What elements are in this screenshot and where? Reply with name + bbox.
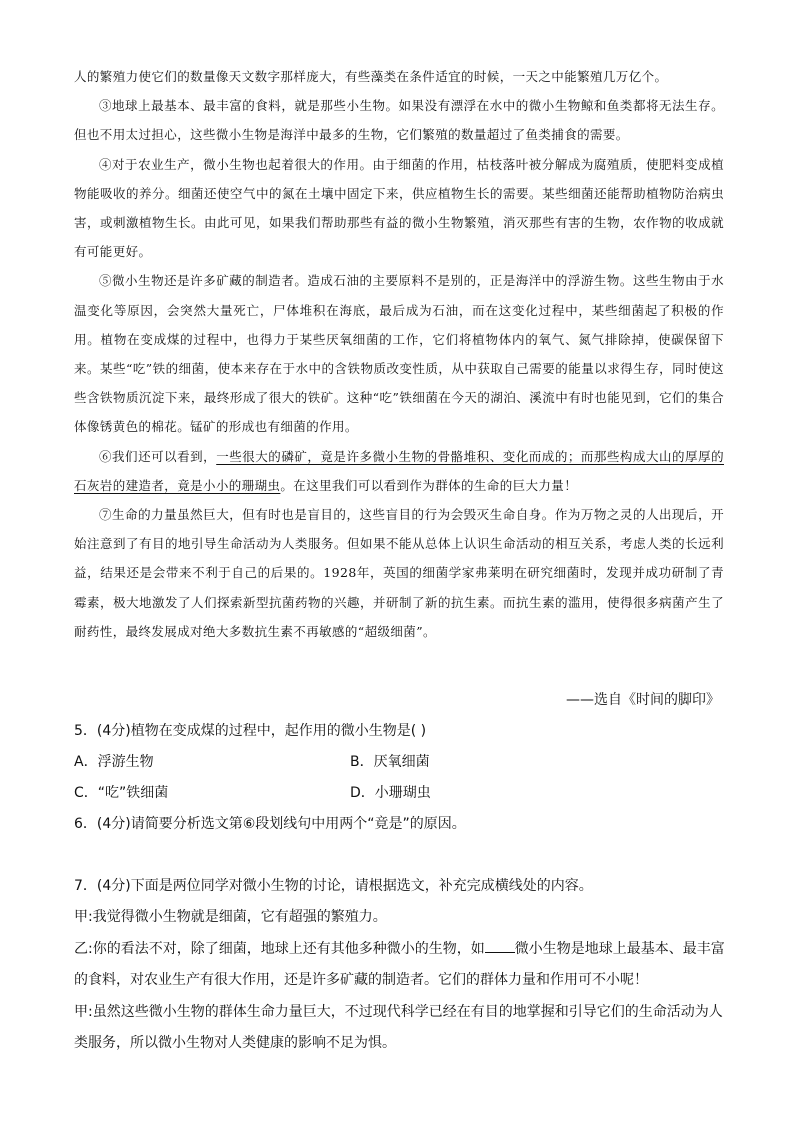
fill-in-blank[interactable] [485, 938, 515, 953]
dialogue-yi-lead: 乙:你的看法不对，除了细菌，地球上还有其他多种微小的生物，如 [74, 940, 485, 957]
underlined-sentence: 一些很大的磷矿，竟是许多微小生物的骨骼堆积、变化而成的；而那些构成大山的厚厚的石灰岩的建造者，竟是小小的珊瑚虫 [74, 448, 724, 493]
reading-passage [74, 62, 724, 646]
dialogue-yi [74, 934, 734, 997]
paragraph-6-lead: ⑥我们还可以看到， [99, 448, 217, 464]
paragraph-7: ⑦生命的力量虽然巨大，但有时也是盲目的，这些盲目的行为会毁灭生命自身。作为万物之灵的人出现后，开始注意到了有目的地引导生命活动为人类服务。但如果不能从总体上认识生命活动的相互关系，考虑人类的长远利益，结果还是会带来不利于自己的后果的。1928年，英国的细菌学家弗莱明在研究细菌时，发现并成功研制了青霉素，极大地激发了人们探索新型抗菌药物的兴趣，并研制了新的抗生素。而抗生素的滥用，使得很多病菌产生了耐药性，最终发展成对绝大多数抗生素不再敏感的“超级细菌”。 [74, 507, 724, 639]
question-7-stem: 7．(4分)下面是两位同学对微小生物的讨论，请根据选文，补充完成横线处的内容。 [74, 878, 593, 894]
paragraph-5: ⑤微小生物还是许多矿藏的制造者。造成石油的主要原料不是别的，正是海洋中的浮游生物。这些生物由于水温变化等原因，会突然大量死亡，尸体堆积在海底，最后成为石油，而在这变化过程中，某些细菌起了积极的作用。植物在变成煤的过程中，也得力于某些厌氧细菌的工作，它们将植物体内的氧气、氮气排除掉，使碳保留下来。某些“吃”铁的细菌，使本来存在于水中的含铁物质改变性质，从中获取自己需要的能量以求得生存，同时使这些含铁物质沉淀下来，最终形成了很大的铁矿。这种“吃”铁细菌在今天的湖泊、溪流中有时也能见到，它们的集合体像锈黄色的棉花。锰矿的形成也有细菌的作用。 [74, 273, 724, 435]
option-b[interactable]: B．厌氧细菌 [350, 754, 430, 770]
question-6-stem: 6．(4分)请简要分析选文第⑥段划线句中用两个“竟是”的原因。 [74, 816, 466, 832]
option-a[interactable]: A．浮游生物 [74, 754, 154, 770]
option-c[interactable]: C．“吃”铁细菌 [74, 785, 169, 801]
passage-source: ——选自《时间的脚印》 [566, 692, 720, 708]
paragraph-6 [74, 442, 724, 500]
question-5-stem: 5．(4分)植物在变成煤的过程中，起作用的微小生物是( ) [74, 723, 427, 739]
dialogue-yi-tail: 微小生物是地球上最基本、最丰富的食料，对农业生产有很大作用，还是许多矿藏的制造者。它们的群体力量和作用可不小呢！ [74, 940, 725, 988]
dialogue-jia-2: 甲:虽然这些微小生物的群体生命力量巨大，不过现代科学已经在有目的地掌握和引导它们的生命活动为人类服务，所以微小生物对人类健康的影响不足为惧。 [74, 1003, 723, 1051]
question-5-options-row-2 [74, 778, 734, 809]
paragraph-3: ③地球上最基本、最丰富的食料，就是那些小生物。如果没有漂浮在水中的微小生物鲸和鱼类都将无法生存。但也不用太过担心，这些微小生物是海洋中最多的生物，它们繁殖的数量超过了鱼类捕食的需要。 [74, 98, 724, 143]
answer-space[interactable] [74, 840, 734, 871]
question-5-options-row-1 [74, 747, 734, 778]
paragraph-4: ④对于农业生产，微小生物也起着很大的作用。由于细菌的作用，枯枝落叶被分解成为腐殖质，使肥料变成植物能吸收的养分。细菌还使空气中的氮在土壤中固定下来，供应植物生长的需要。某些细菌还能帮助植物防治病虫害，或刺激植物生长。由此可见，如果我们帮助那些有益的微小生物繁殖，消灭那些有害的生物，农作物的收成就有可能更好。 [74, 156, 724, 260]
question-section [74, 716, 734, 1060]
option-d[interactable]: D．小珊瑚虫 [350, 785, 431, 801]
paragraph-6-tail: 。在这里我们可以看到作为群体的生命的巨大力量！ [280, 477, 578, 493]
dialogue-jia-1: 甲:我觉得微小生物就是细菌，它有超强的繁殖力。 [74, 909, 387, 925]
paragraph-continued: 人的繁殖力使它们的数量像天文数字那样庞大，有些藻类在条件适宜的时候，一天之中能繁殖几万亿个。 [74, 69, 668, 84]
